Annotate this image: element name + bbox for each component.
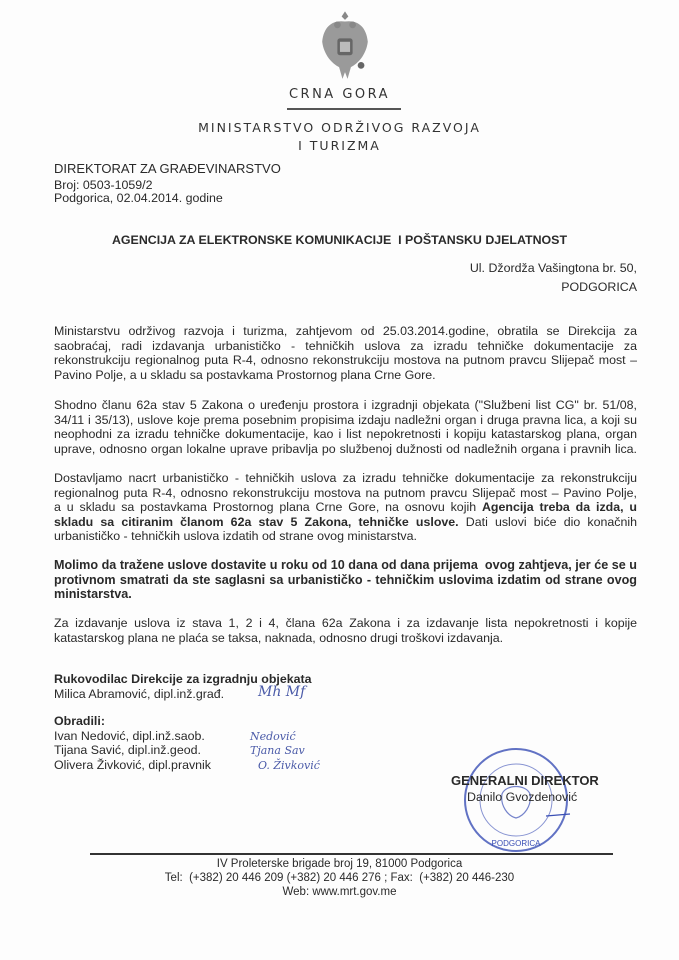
- header-divider: [287, 108, 401, 110]
- text-line: regionalnog puta R-4, odnosno rekonstrukciju mostova na putnom pravcu Slijepač most – Pavino Polje,: [54, 485, 637, 500]
- recipient-name: AGENCIJA ZA ELEKTRONSKE KOMUNIKACIJE I POŠTANSKU DJELATNOST: [111, 233, 568, 247]
- text-line: neophodni za izradu tehničke dokumentacije, kao i list nepokretnosti i kopiju katastarskog plana, organ: [54, 427, 637, 441]
- footer-divider: [90, 853, 613, 855]
- general-director-title: GENERALNI DIREKTOR: [451, 773, 599, 788]
- recipient-city: PODGORICA: [561, 280, 637, 294]
- footer-phones: Tel: (+382) 20 446 209 (+382) 20 446 276 ; Fax: (+382) 20 446-230: [164, 872, 515, 884]
- text-line: Pavino Polje, a u skladu sa postavkama Prostornog plana Crne Gore.: [54, 367, 436, 382]
- preparer-2: Tijana Savić, dipl.inž.geod.: [54, 743, 201, 757]
- text-line: rekonstrukciju regionalnog puta R-4, odnosno rekonstrukciju mostova na putnom pravcu Slijepač most –: [54, 353, 637, 367]
- coat-of-arms-emblem: [312, 8, 378, 84]
- handwritten-signature: O. Živković: [258, 759, 320, 772]
- preparer-1: Ivan Nedović, dipl.inž.saob.: [54, 729, 205, 743]
- text-line: protivnom smatrati da ste saglasni sa urbanističko - tehničkim uslovima izdatim od strane ovog: [54, 572, 637, 587]
- recipient-street: Ul. Džordža Vašingtona br. 50,: [469, 261, 637, 275]
- text-segment-bold: skladu sa citiranim članom 62a stav 5 Zakona, tehničke uslove.: [54, 514, 459, 529]
- text-line: Dostavljamo nacrt urbanističko - tehničkih uslova za izradu tehničke dokumentacije za rekonstrukciju: [54, 471, 637, 485]
- handwritten-signature: Nedović: [250, 730, 296, 743]
- text-line: katastarskog plana ne plaća se taksa, naknada, odnosno drugi troškovi izdavanja.: [54, 630, 504, 645]
- text-line: Molimo da tražene uslove dostavite u roku od 10 dana od dana prijema ovog zahtjeva, jer će se u: [54, 558, 637, 572]
- handwritten-signature: Mh Mf: [258, 684, 306, 700]
- paragraph-deadline: [54, 558, 637, 602]
- text-segment: Dati uslovi biće dio konačnih: [458, 514, 637, 529]
- document-date: Podgorica, 02.04.2014. godine: [54, 191, 223, 205]
- footer-website: Web: www.mrt.gov.me: [282, 886, 397, 898]
- text-line: [54, 500, 637, 515]
- text-line: [54, 515, 637, 530]
- paragraph-legal-basis: [54, 398, 637, 456]
- reference-number: Broj: 0503-1059/2: [54, 178, 153, 192]
- text-line: urbanističko - tehničkih uslova izdatih od strane ovog ministarstva.: [54, 529, 417, 543]
- paragraph-fees: [54, 616, 637, 645]
- footer-address: IV Proleterske brigade broj 19, 81000 Podgorica: [216, 858, 463, 870]
- directorate-name: DIREKTORAT ZA GRAĐEVINARSTVO: [54, 161, 281, 176]
- text-line: Za izdavanje uslova iz stava 1, 2 i 4, člana 62a Zakona i za izdavanje lista nepokretnosti i kopije: [54, 616, 637, 630]
- text-line: saobraćaj, radi izdavanja urbanističko - tehničkih uslova za izradu tehničke dokumentacije za: [54, 338, 637, 353]
- text-line: ministarstva.: [54, 587, 132, 601]
- text-line: 34/11 i 35/13), uslove koje prema posebnim propisima izdaju nadležni organ i druga pravna lica, a koji su: [54, 412, 637, 427]
- text-segment-bold: Agencija treba da izda, u: [481, 500, 637, 514]
- ministry-name-line1: MINISTARSTVO ODRŽIVOG RAZVOJA: [198, 120, 481, 135]
- country-name: CRNA GORA: [288, 87, 391, 102]
- general-director-name: Danilo Gvozdenović: [467, 790, 578, 804]
- handwritten-signature: Tjana Sav: [250, 744, 305, 757]
- ministry-name-line2: I TURIZMA: [298, 138, 381, 153]
- prepared-by-label: Obradili:: [54, 714, 105, 728]
- text-segment: a u skladu sa postavkama Prostornog plana Crne Gore, na osnovu kojih: [54, 500, 482, 514]
- preparer-3: Olivera Živković, dipl.pravnik: [54, 758, 211, 772]
- paragraph-request: [54, 324, 637, 382]
- text-line: Shodno članu 62a stav 5 Zakona o uređenju prostora i izgradnji objekata ("Službeni list CG" br. 51/08,: [54, 398, 637, 412]
- stamp-city-text: PODGORICA: [491, 839, 541, 848]
- head-of-directorate-name: Milica Abramović, dipl.inž.građ.: [54, 687, 225, 701]
- text-line: uprave, odnosno organ lokalne uprave pribavlja po službenoj dužnosti od nadležnih organa i pravnih lica.: [54, 441, 637, 456]
- head-of-directorate-title: Rukovodilac Direkcije za izgradnju objekata: [54, 672, 312, 686]
- paragraph-draft-conditions: [54, 471, 637, 544]
- text-line: Ministarstvu održivog razvoja i turizma, zahtjevom od 25.03.2014.godine, obratila se Direkcija za: [54, 324, 637, 338]
